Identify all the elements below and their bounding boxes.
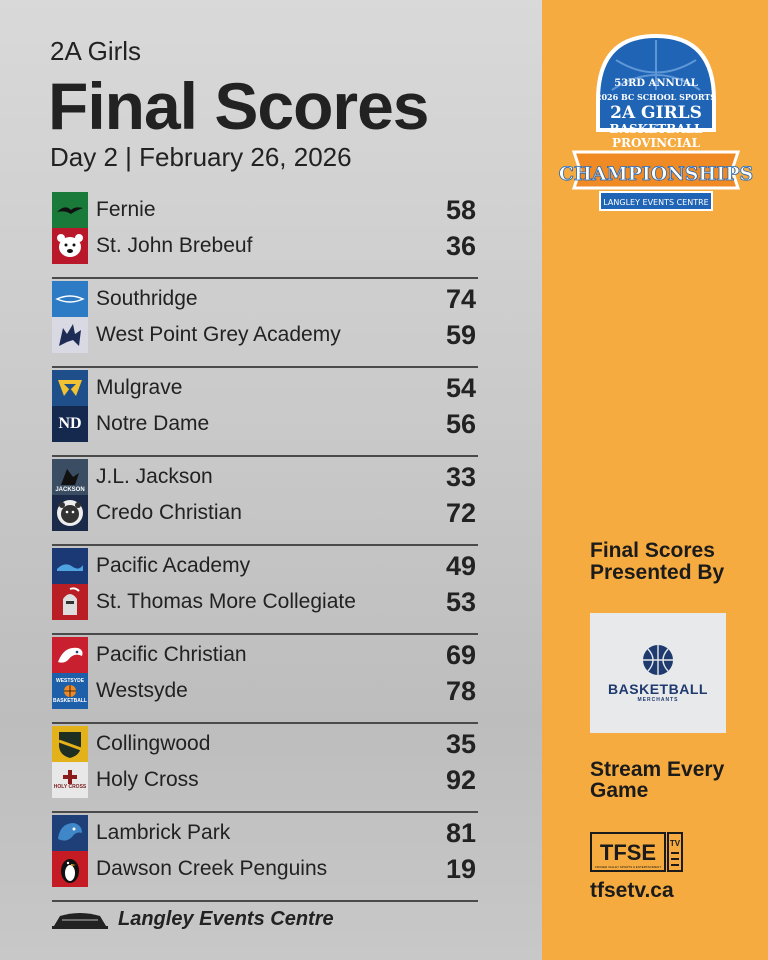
titans-logo-icon: [52, 370, 88, 406]
team-score: 53: [445, 586, 476, 617]
team-score: 49: [445, 550, 476, 581]
team-name: West Point Grey Academy: [96, 323, 341, 346]
tfse-brand: TFSE: [599, 840, 657, 865]
championship-logo: [558, 30, 754, 215]
team-row: [52, 637, 476, 673]
team-row: [52, 317, 476, 353]
fernie-logo-icon: [52, 192, 88, 228]
lion-logo-icon: [52, 815, 88, 851]
cross-logo-icon: HOLY CROSS: [52, 762, 88, 798]
team-score: 36: [445, 230, 476, 261]
crest-logo-icon: [52, 726, 88, 762]
sponsor-logo: [590, 613, 726, 733]
team-name: Holy Cross: [96, 768, 199, 791]
team-score: 56: [445, 408, 476, 439]
team-row: [52, 548, 476, 584]
westsyde-logo-icon: WESTSYDE BASKETBALL: [52, 673, 88, 709]
storm-logo-icon: [52, 281, 88, 317]
team-score: 59: [445, 319, 476, 350]
game-card: [52, 368, 476, 457]
team-name: Westsyde: [96, 679, 188, 702]
team-score: 81: [445, 817, 476, 848]
team-row: [52, 406, 476, 442]
team-name: St. John Brebeuf: [96, 234, 253, 257]
sponsor-sub: MERCHANTS: [637, 697, 679, 703]
team-row: [52, 673, 476, 709]
team-row: [52, 726, 476, 762]
team-name: Pacific Christian: [96, 643, 247, 666]
nd-logo-icon: ND: [52, 406, 88, 442]
team-name: Pacific Academy: [96, 554, 251, 577]
tfse-tagline: FRASER VALLEY SPORTS & ENTERTAINMENT: [594, 865, 662, 869]
team-row: [52, 228, 476, 264]
logo-venue: LANGLEY EVENTS CENTRE: [603, 198, 709, 207]
divider: [52, 900, 478, 902]
team-row: [52, 459, 476, 495]
team-row: [52, 851, 476, 887]
team-row: [52, 281, 476, 317]
logo-line4: PROVINCIAL: [611, 136, 701, 150]
team-row: [52, 584, 476, 620]
wolf-logo-icon: [52, 317, 88, 353]
eagle-logo-icon: [52, 637, 88, 673]
games-list: [52, 190, 476, 902]
sponsor-name: BASKETBALL: [608, 681, 708, 697]
team-name: Notre Dame: [96, 412, 210, 435]
venue-name: Langley Events Centre: [118, 908, 334, 930]
team-name: Southridge: [96, 287, 198, 310]
team-row: [52, 370, 476, 406]
jaguar-logo-icon: JACKSON: [52, 459, 88, 495]
bear-head-logo-icon: [52, 495, 88, 531]
team-name: Dawson Creek Penguins: [96, 857, 328, 880]
team-name: Credo Christian: [96, 501, 242, 524]
team-name: Mulgrave: [96, 376, 183, 399]
team-score: 74: [445, 283, 476, 314]
team-score: 72: [445, 497, 476, 528]
game-card: [52, 279, 476, 368]
team-score: 92: [445, 764, 476, 795]
presented-by-label: Final Scores Presented By: [590, 539, 725, 584]
game-card: [52, 724, 476, 813]
basketball-icon: [641, 643, 675, 677]
game-card: [52, 190, 476, 279]
penguin-logo-icon: [52, 851, 88, 887]
team-score: 78: [445, 675, 476, 706]
bear-logo-icon: [52, 228, 88, 264]
team-name: Fernie: [96, 198, 156, 221]
team-row: [52, 495, 476, 531]
tfse-logo: [590, 832, 684, 876]
team-row: [52, 762, 476, 798]
team-score: 35: [445, 728, 476, 759]
logo-annual: 53RD ANNUAL: [614, 78, 698, 89]
logo-line3: BASKETBALL: [609, 122, 703, 136]
division-label: 2A Girls: [50, 36, 142, 66]
logo-line2: 2A GIRLS: [610, 103, 702, 123]
game-card: [52, 546, 476, 635]
team-name: Lambrick Park: [96, 821, 231, 844]
team-name: J.L. Jackson: [96, 465, 213, 488]
logo-line1: 2026 BC SCHOOL SPORTS: [595, 92, 717, 102]
team-score: 33: [445, 461, 476, 492]
venue-logo: [52, 908, 334, 931]
team-score: 19: [445, 853, 476, 884]
logo-banner: CHAMPIONSHIPS: [558, 163, 754, 185]
date-line: Day 2 | February 26, 2026: [50, 142, 352, 172]
team-row: [52, 192, 476, 228]
game-card: [52, 635, 476, 724]
knight-logo-icon: [52, 584, 88, 620]
team-score: 54: [445, 372, 476, 403]
stream-url[interactable]: tfsetv.ca: [590, 879, 674, 902]
team-row: [52, 815, 476, 851]
page-title: Final Scores: [48, 69, 429, 143]
team-name: Collingwood: [96, 732, 211, 755]
arena-icon: [52, 910, 108, 930]
team-score: 69: [445, 639, 476, 670]
team-name: St. Thomas More Collegiate: [96, 590, 356, 613]
breakers-logo-icon: [52, 548, 88, 584]
team-score: 58: [445, 194, 476, 225]
game-card: [52, 457, 476, 546]
tfse-tv: TV: [669, 839, 681, 848]
stream-label: Stream Every Game: [590, 758, 725, 802]
game-card: [52, 813, 476, 902]
